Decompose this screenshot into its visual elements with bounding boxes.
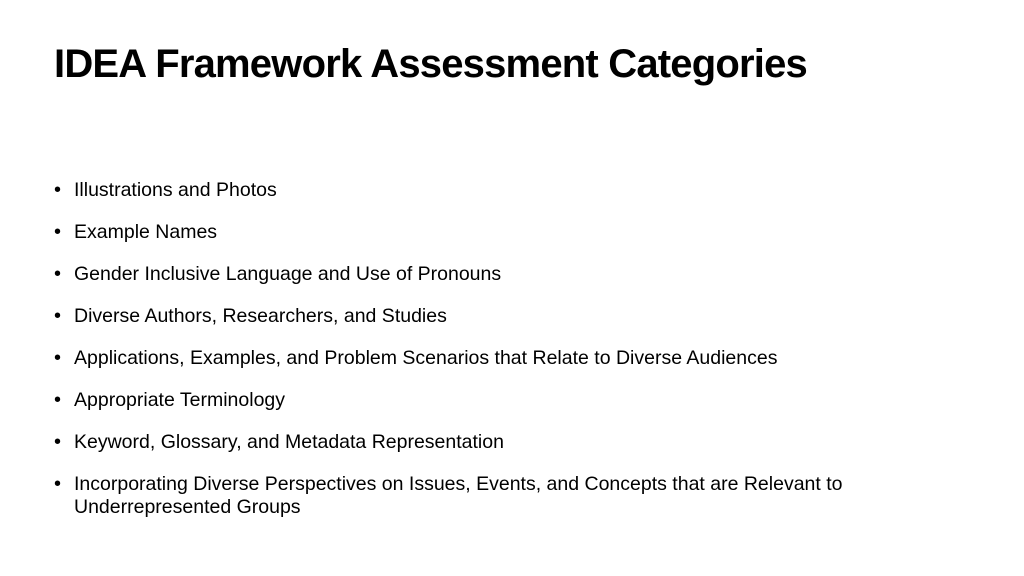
bullet-icon: •	[54, 179, 62, 201]
bullet-icon: •	[54, 473, 62, 495]
bullet-list	[54, 179, 954, 538]
list-item	[54, 221, 954, 244]
slide-title: IDEA Framework Assessment Categories	[54, 42, 807, 86]
bullet-icon: •	[54, 221, 62, 243]
list-item-text: Illustrations and Photos	[74, 179, 277, 201]
list-item-text: Incorporating Diverse Perspectives on Issues, Events, and Concepts that are Relevant to Underrepresented Groups	[74, 473, 843, 518]
list-item-text: Example Names	[74, 221, 218, 243]
list-item	[54, 473, 954, 519]
list-item-text: Applications, Examples, and Problem Scenarios that Relate to Diverse Audiences	[74, 347, 778, 369]
bullet-icon: •	[54, 431, 62, 453]
list-item-text: Appropriate Terminology	[74, 389, 286, 411]
bullet-icon: •	[54, 389, 62, 411]
list-item	[54, 347, 954, 370]
list-item-text: Gender Inclusive Language and Use of Pronouns	[74, 263, 502, 285]
list-item	[54, 389, 954, 412]
bullet-icon: •	[54, 263, 62, 285]
list-item	[54, 431, 954, 454]
bullet-icon: •	[54, 347, 62, 369]
list-item	[54, 179, 954, 202]
list-item	[54, 263, 954, 286]
bullet-icon: •	[54, 305, 62, 327]
list-item-text: Keyword, Glossary, and Metadata Representation	[74, 431, 504, 453]
list-item	[54, 305, 954, 328]
list-item-text: Diverse Authors, Researchers, and Studies	[74, 305, 447, 327]
